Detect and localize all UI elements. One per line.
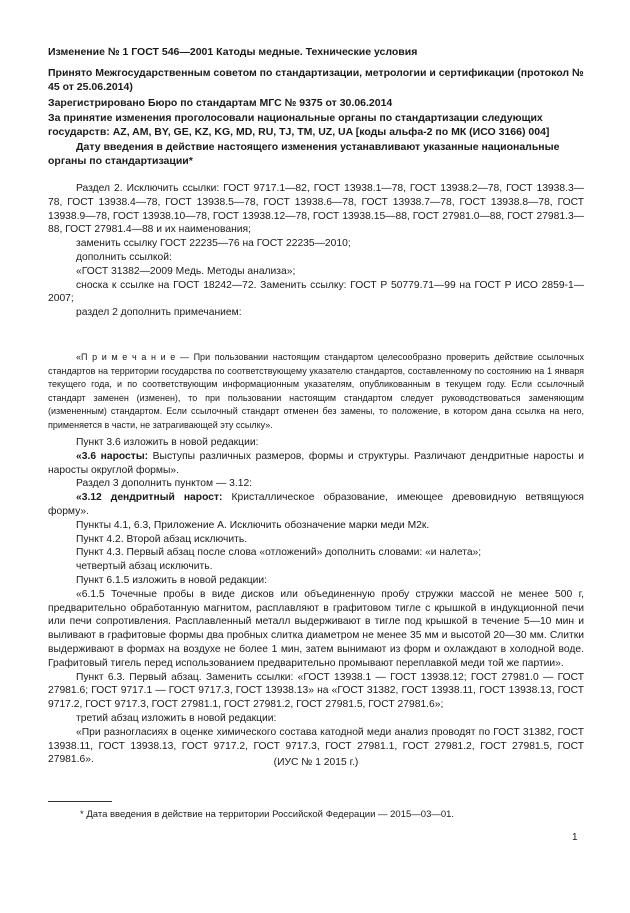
term: «3.6 наросты: bbox=[76, 450, 149, 462]
term-definition: Кристаллическое образование, имеющее древовидную ветвящуюся форму». bbox=[48, 492, 584, 517]
body-text-2 bbox=[48, 436, 584, 767]
paragraph: «6.1.5 Точечные пробы в виде дисков или объединенную пробу стружки массой не менее 500 г, предварительно обработанную магнитом, расплавляют в графитовом тигле с крышкой в индукционной печи или печи сопротивления. Расплавленный металл выдерживают в тигле под крышкой в течение 5—10 мин и выливают в графитовые формы два пробных слитка диаметром не менее 35 мм и высотой 20—30 мм. Слитки выдерживают в формах на воздухе не более 1 мин, затем вынимают из форм и охлаждают в холодной воде. Графитовый тигель перед использованием предварительно промывают переплавкой меди той же партии». bbox=[48, 588, 584, 669]
paragraph: Пункт 6.1.5 изложить в новой редакции: bbox=[76, 574, 268, 586]
term-definition: Выступы различных размеров, формы и структуры. Различают дендритные наросты и наросты округлой формы». bbox=[48, 450, 584, 476]
registration-statement: Зарегистрировано Бюро по стандартам МГС № 9375 от 30.06.2014 bbox=[48, 97, 393, 109]
note-block: «П р и м е ч а н и е — При пользовании настоящим стандартом целесообразно проверить действие ссылочных стандартов на территории государства по соответствующему указателю стандартов, составленному по состоянию на 1 января текущего года, и по соответствующим информационным указателям, опубликованным в текущем году. Если ссылочный стандарт заменен (изменен), то при пользовании настоящим стандартом следует руководствоваться заменяющим (измененным) стандартом. Если ссылочный стандарт отменен без замены, то положение, в котором дана ссылка на него, применяется в части, не затрагивающей эту ссылку». bbox=[48, 352, 584, 430]
footnote-divider bbox=[48, 801, 112, 802]
paragraph: Пункты 4.1, 6.3, Приложение А. Исключить обозначение марки меди М2к. bbox=[76, 519, 430, 531]
effective-date-statement: Дату введения в действие настоящего изменения устанавливают указанные национальные органы по стандартизации* bbox=[48, 141, 560, 167]
paragraph: «При разногласиях в оценке химического состава катодной меди анализ проводят по ГОСТ 31382, ГОСТ 13938.11, ГОСТ 13938.13, ГОСТ 9717.2, ГОСТ 9717.3, ГОСТ 27981.1, ГОСТ 27981.2, ГОСТ 27981.5, ГОСТ 27981.6». bbox=[48, 726, 584, 766]
paragraph bbox=[48, 450, 584, 478]
paragraph: Пункт 4.2. Второй абзац исключить. bbox=[76, 533, 248, 545]
amendment-title: Изменение № 1 ГОСТ 546—2001 Катоды медные. Технические условия bbox=[48, 46, 418, 58]
paragraph: Пункт 4.3. Первый абзац после слова «отложений» дополнить словами: «и налета»; bbox=[76, 547, 482, 559]
paragraph: Пункт 3.6 изложить в новой редакции: bbox=[76, 437, 259, 448]
footnote: * Дата введения в действие на территории Российской Федерации — 2015—03—01. bbox=[80, 809, 455, 820]
paragraph: Раздел 2. Исключить ссылки: ГОСТ 9717.1—82, ГОСТ 13938.1—78, ГОСТ 13938.2—78, ГОСТ 13938.3—78, ГОСТ 13938.4—78, ГОСТ 13938.5—78, ГОСТ 13938.6—78, ГОСТ 13938.7—78, ГОСТ 13938.8—78, ГОСТ 13938.9—78, ГОСТ 13938.10—78, ГОСТ 13938.12—78, ГОСТ 13938.15—88, ГОСТ 27981.0—88, ГОСТ 27981.3—88, ГОСТ 27981.4—88 и их наименования; bbox=[48, 183, 584, 236]
paragraph: раздел 2 дополнить примечанием: bbox=[76, 307, 242, 319]
paragraph: третий абзац изложить в новой редакции: bbox=[76, 712, 277, 724]
body-text bbox=[48, 182, 584, 320]
paragraph: Пункт 6.3. Первый абзац. Заменить ссылки: «ГОСТ 13938.1 — ГОСТ 13938.12; ГОСТ 27981.0 — ГОСТ 27981.6; ГОСТ 9717.1 — ГОСТ 9717.3, ГОСТ 13938.13» на «ГОСТ 31382, ГОСТ 13938.11, ГОСТ 13938.13, ГОСТ 9717.2, ГОСТ 9717.3, ГОСТ 27981.1, ГОСТ 27981.2, ГОСТ 27981.5, ГОСТ 27981.6»; bbox=[48, 671, 584, 711]
paragraph: «ГОСТ 31382—2009 Медь. Методы анализа»; bbox=[76, 265, 296, 277]
paragraph: Раздел 3 дополнить пунктом — 3.12: bbox=[76, 478, 253, 490]
adopted-statement: Принято Межгосударственным советом по стандартизации, метрологии и сертификации (протокол № 45 от 25.06.2014) bbox=[48, 67, 584, 93]
paragraph: сноска к ссылке на ГОСТ 18242—72. Заменить ссылку: ГОСТ Р 50779.71—99 на ГОСТ Р ИСО 2859-1—2007; bbox=[48, 279, 584, 305]
paragraph: заменить ссылку ГОСТ 22235—76 на ГОСТ 22235—2010; bbox=[76, 238, 351, 250]
paragraph: четвертый абзац исключить. bbox=[76, 561, 213, 573]
page-number: 1 bbox=[572, 832, 578, 843]
paragraph bbox=[48, 491, 584, 519]
term: «3.12 дендритный нарост: bbox=[76, 492, 223, 504]
paragraph: дополнить ссылкой: bbox=[76, 251, 172, 263]
ius-reference: (ИУС № 1 2015 г.) bbox=[273, 757, 359, 768]
voting-statement: За принятие изменения проголосовали национальные органы по стандартизации следующих государств: AZ, AM, BY, GE, KZ, KG, MD, RU, TJ, TM, UZ, UA [коды альфа-2 по МК (ИСО 3166) 004] bbox=[48, 112, 550, 138]
